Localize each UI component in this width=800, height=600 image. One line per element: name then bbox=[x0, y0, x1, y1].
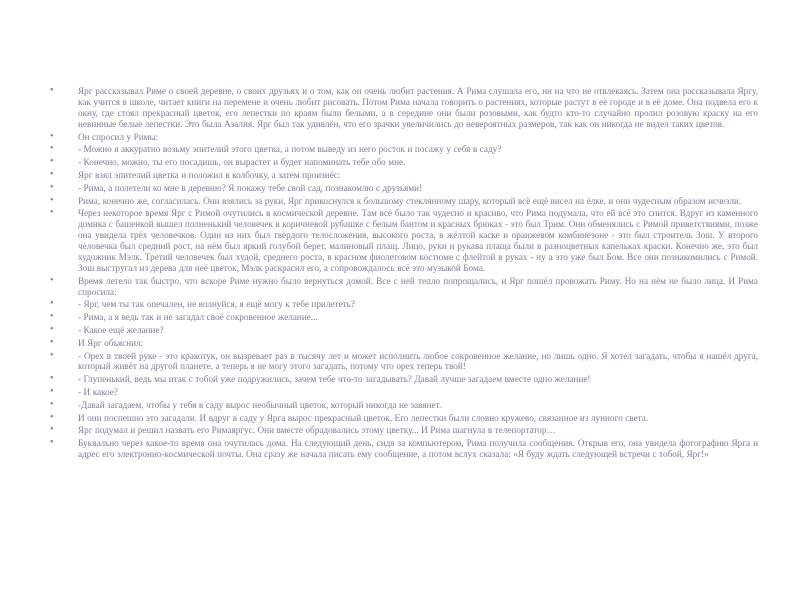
bullet-icon: • bbox=[50, 143, 54, 155]
paragraph-text: И они поспешно это загадали. И вдруг в саду у Ярга вырос прекрасный цветок. Его лепестки были словно кружево, связанное из лунного света. bbox=[78, 412, 649, 423]
paragraph-item bbox=[50, 374, 758, 385]
bullet-icon: • bbox=[50, 156, 54, 168]
paragraph-text: Буквально через какое-то время она очутилась дома. На следующий день, сидя за компьютером, Рима получила сообщения. Открыв его, она увидела фотографию Ярга и адрес его электронно-космической почты. Она сразу же начала писать ему сообщение, а потом вслух сказала: «Я буду ждать следующей встречи с тобой, Ярг!» bbox=[78, 438, 758, 460]
paragraph-text: -Давай загадаем, чтобы у тебя в саду вырос необычный цветок, который никогда не завянет. bbox=[78, 399, 442, 410]
paragraph-text: И Ярг объяснил: bbox=[78, 337, 144, 348]
paragraph-text: Время летело так быстро, что вскоре Риме нужно было вернуться домой. Все с ней тепло попрощались, и Ярг пошёл провожать Риму. Но на нём не было лица. И Рима спросила: bbox=[78, 275, 758, 297]
paragraph-item bbox=[50, 400, 758, 411]
bullet-icon: • bbox=[50, 130, 54, 142]
paragraph-text: Ярг рассказывал Риме о своей деревне, о своих друзьях и о том, как он очень любит растения. А Рима слушала его, ни на что не отвлекаясь. Затем она рассказывала Яргу, как учится в школе, читает книги на перемене и очень любит рисовать. Потом Рима начала говорить о растениях, которые растут в её городе и в её доме. Она подвела его к окну, где стоял прекрасный цветок, его лепестки по краям были белыми, а в середине они были розовыми, как будто кто-то случайно пролил розовую краску на его невинные белые лепестки. Это была Азалия. Ярг был так удивлён, что его зрачки увеличились до невероятных размеров, так как он никогда не видел таких цветов. bbox=[78, 86, 758, 129]
paragraph-text: - Рима, а полетели ко мне в деревню? Я покажу тебе свой сад, познакомлю с друзьями! bbox=[78, 182, 423, 193]
paragraph-item bbox=[50, 132, 758, 143]
paragraph-item bbox=[50, 170, 758, 181]
paragraph-text: - Можно я аккуратно возьму эпителий этого цветка, а потом выведу из него росток и посажу у себя в саду? bbox=[78, 144, 502, 155]
paragraph-text: - Рима, а я ведь так и не загадал своё сокровенное желание... bbox=[78, 312, 318, 323]
paragraph-text: Через некоторое время Ярг с Римой очутились в космической деревне. Там всё было так чудесно и красиво, что Рима подумала, что ей всё это снится. Вдруг из каменного домика с башенкой вышел полненький человечек в коричневой рубашке с белым бантом и красных брюках - это был Трим. Они обменялись с Римой приветствиями, позже она увидела трёх человечков. Один из них был твёрдого телосложения, высокого роста, в жёлтой каске и оранжевом комбинезоне - это был строитель Зош. У второго человечка был средний рост, на нём был яркий голубой берет, малиновый плащ. Лицо, руки и рукава плаща были в разноцветных капельках краски. Конечно же, это был художник Мэлк. Третий человечек был худой, среднего роста, в красном фиолетовом костюме с флейтой в руках - ну а это уже был Бом. Все они познакомились с Римой. Зош выстругал из дерева для неё цветок, Мэлк раскрасил его, а сопровождалось всё это музыкой Бома. bbox=[78, 208, 758, 273]
bullet-icon: • bbox=[50, 168, 54, 180]
paragraph-item bbox=[50, 325, 758, 336]
paragraph-text: - Какое ещё желание? bbox=[78, 324, 164, 335]
bullet-icon: • bbox=[50, 398, 54, 410]
paragraph-item bbox=[50, 338, 758, 349]
paragraph-text: - Конечно, можно, ты его посадишь, он вырастет и будет напоминать тебе обо мне. bbox=[78, 157, 406, 168]
paragraph-item bbox=[50, 312, 758, 323]
bullet-icon: • bbox=[50, 386, 54, 398]
paragraph-item bbox=[50, 157, 758, 168]
paragraph-item bbox=[50, 86, 758, 130]
paragraph-item bbox=[50, 387, 758, 398]
bullet-icon: • bbox=[50, 311, 54, 323]
paragraph-item bbox=[50, 425, 758, 436]
bullet-icon: • bbox=[50, 85, 54, 96]
bullet-icon: • bbox=[50, 207, 54, 219]
paragraph-text: Он спросил у Римы: bbox=[78, 131, 159, 142]
paragraph-item bbox=[50, 413, 758, 424]
bullet-icon: • bbox=[50, 274, 54, 286]
paragraph-text: - Орех в твоей руке - это кракотук, он вызревает раз в тысячу лет и может исполнить любое сокровенное желание, но лишь одно. Я хотел загадать, чтобы я нашёл друга, который живёт на другой планете, а теперь я не могу этого загадать, потому что орех теперь твой! bbox=[78, 350, 758, 372]
paragraph-item bbox=[50, 351, 758, 373]
paragraph-item bbox=[50, 438, 758, 460]
bullet-icon: • bbox=[50, 424, 54, 436]
paragraph-text: - И какое? bbox=[78, 387, 118, 398]
paragraph-item bbox=[50, 183, 758, 194]
bullet-icon: • bbox=[50, 349, 54, 361]
bullet-icon: • bbox=[50, 323, 54, 335]
paragraph-item bbox=[50, 144, 758, 155]
paragraph-text: Рима, конечно же, согласилась. Они взялись за руки, Ярг прикоснулся к большому стеклянному шару, который всё ещё висел на ёлке, и они чудесным образом исчезли. bbox=[78, 195, 742, 206]
paragraph-item bbox=[50, 299, 758, 310]
paragraph-text: - Ярг, чем ты так опечален, не волнуйся, я ещё могу к тебе прилететь? bbox=[78, 299, 355, 310]
bullet-icon: • bbox=[50, 336, 54, 348]
bullet-icon: • bbox=[50, 373, 54, 385]
bullet-icon: • bbox=[50, 298, 54, 310]
paragraph-text: - Глупенький, ведь мы итак с тобой уже подружились, зачем тебе что-то загадывать? Давай лучше загадаем вместе одно желание! bbox=[78, 374, 591, 385]
paragraph-item bbox=[50, 196, 758, 207]
paragraph-item bbox=[50, 276, 758, 298]
bullet-icon: • bbox=[50, 181, 54, 193]
bullet-icon: • bbox=[50, 411, 54, 423]
paragraph-item bbox=[50, 208, 758, 273]
paragraph-text: Ярг подумал и решил назвать его Римаяргус. Они вместе обрадовались этому цветку... И Рима шагнула в телепортатор… bbox=[78, 425, 556, 436]
paragraph-text: Ярг взял эпителий цветка и положил в колбочку, а затем произнёс: bbox=[78, 169, 341, 180]
bullet-icon: • bbox=[50, 194, 54, 206]
bullet-icon: • bbox=[50, 437, 54, 449]
story-bullet-list bbox=[50, 86, 758, 462]
